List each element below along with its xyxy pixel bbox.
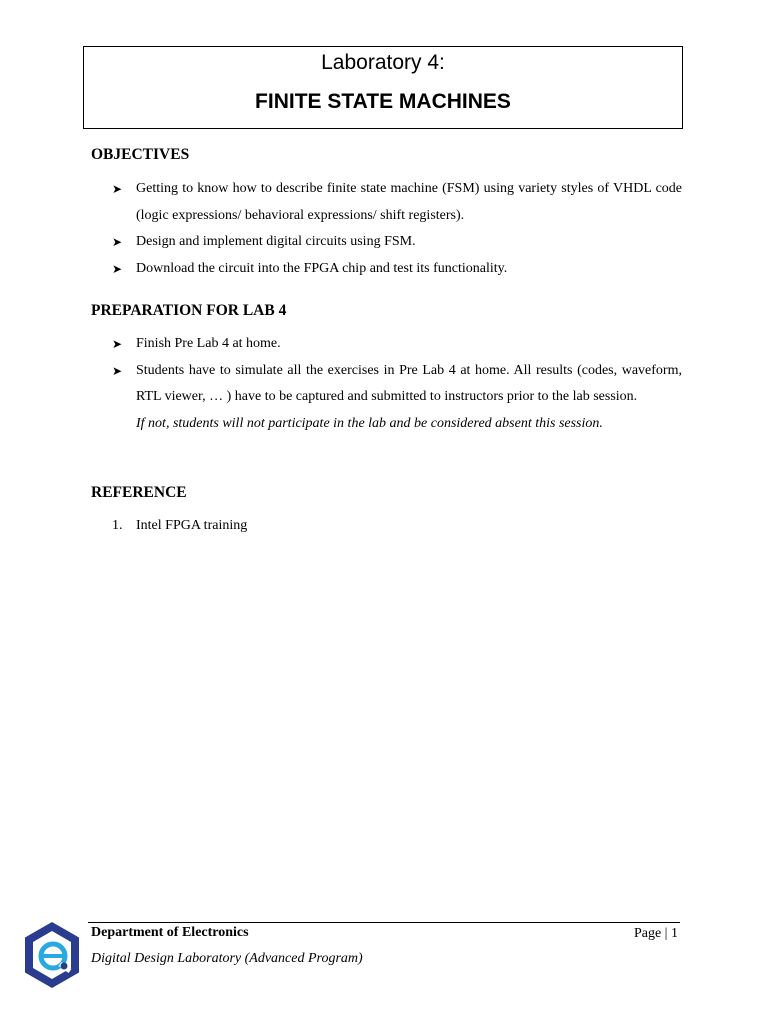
footer-course: Digital Design Laboratory (Advanced Program) xyxy=(91,951,363,966)
list-item xyxy=(112,358,682,438)
arrowhead-bullet-icon: ➤ xyxy=(112,182,123,196)
objectives-list xyxy=(112,176,682,282)
preparation-heading: PREPARATION FOR LAB 4 xyxy=(91,302,287,319)
objective-text: Design and implement digital circuits using FSM. xyxy=(136,234,416,249)
arrowhead-bullet-icon: ➤ xyxy=(112,235,123,249)
arrowhead-bullet-icon: ➤ xyxy=(112,337,123,351)
lab-title: FINITE STATE MACHINES xyxy=(255,90,511,113)
title-box xyxy=(83,46,683,129)
footer-department: Department of Electronics xyxy=(91,925,249,940)
list-item xyxy=(112,513,247,539)
objective-text: Download the circuit into the FPGA chip and test its functionality. xyxy=(136,260,508,276)
reference-list xyxy=(112,513,247,539)
arrowhead-bullet-icon: ➤ xyxy=(112,261,123,276)
objective-text: Getting to know how to describe finite state machine (FSM) using variety styles of VHDL code (logic expressions/ behavioral expressions/ shift registers). xyxy=(136,181,682,223)
footer-divider xyxy=(88,922,680,923)
preparation-text: Finish Pre Lab 4 at home. xyxy=(136,336,281,351)
list-item xyxy=(112,331,682,358)
list-item xyxy=(112,176,682,229)
reference-heading: REFERENCE xyxy=(91,484,187,501)
preparation-note: If not, students will not participate in the lab and be considered absent this session. xyxy=(136,415,603,431)
page-number: Page | 1 xyxy=(633,926,678,941)
reference-number: 1. xyxy=(112,518,123,533)
arrowhead-bullet-icon: ➤ xyxy=(112,363,123,378)
list-item xyxy=(112,256,682,283)
preparation-list xyxy=(112,331,682,437)
reference-text: Intel FPGA training xyxy=(136,518,248,533)
preparation-text: Students have to simulate all the exercises in Pre Lab 4 at home. All results (codes, waveform, RTL viewer, … ) have to be captured and submitted to instructors prior to the lab session. xyxy=(136,362,682,404)
lab-number: Laboratory 4: xyxy=(321,51,445,74)
objectives-heading: OBJECTIVES xyxy=(91,146,190,163)
department-logo xyxy=(22,920,82,990)
list-item xyxy=(112,229,682,256)
